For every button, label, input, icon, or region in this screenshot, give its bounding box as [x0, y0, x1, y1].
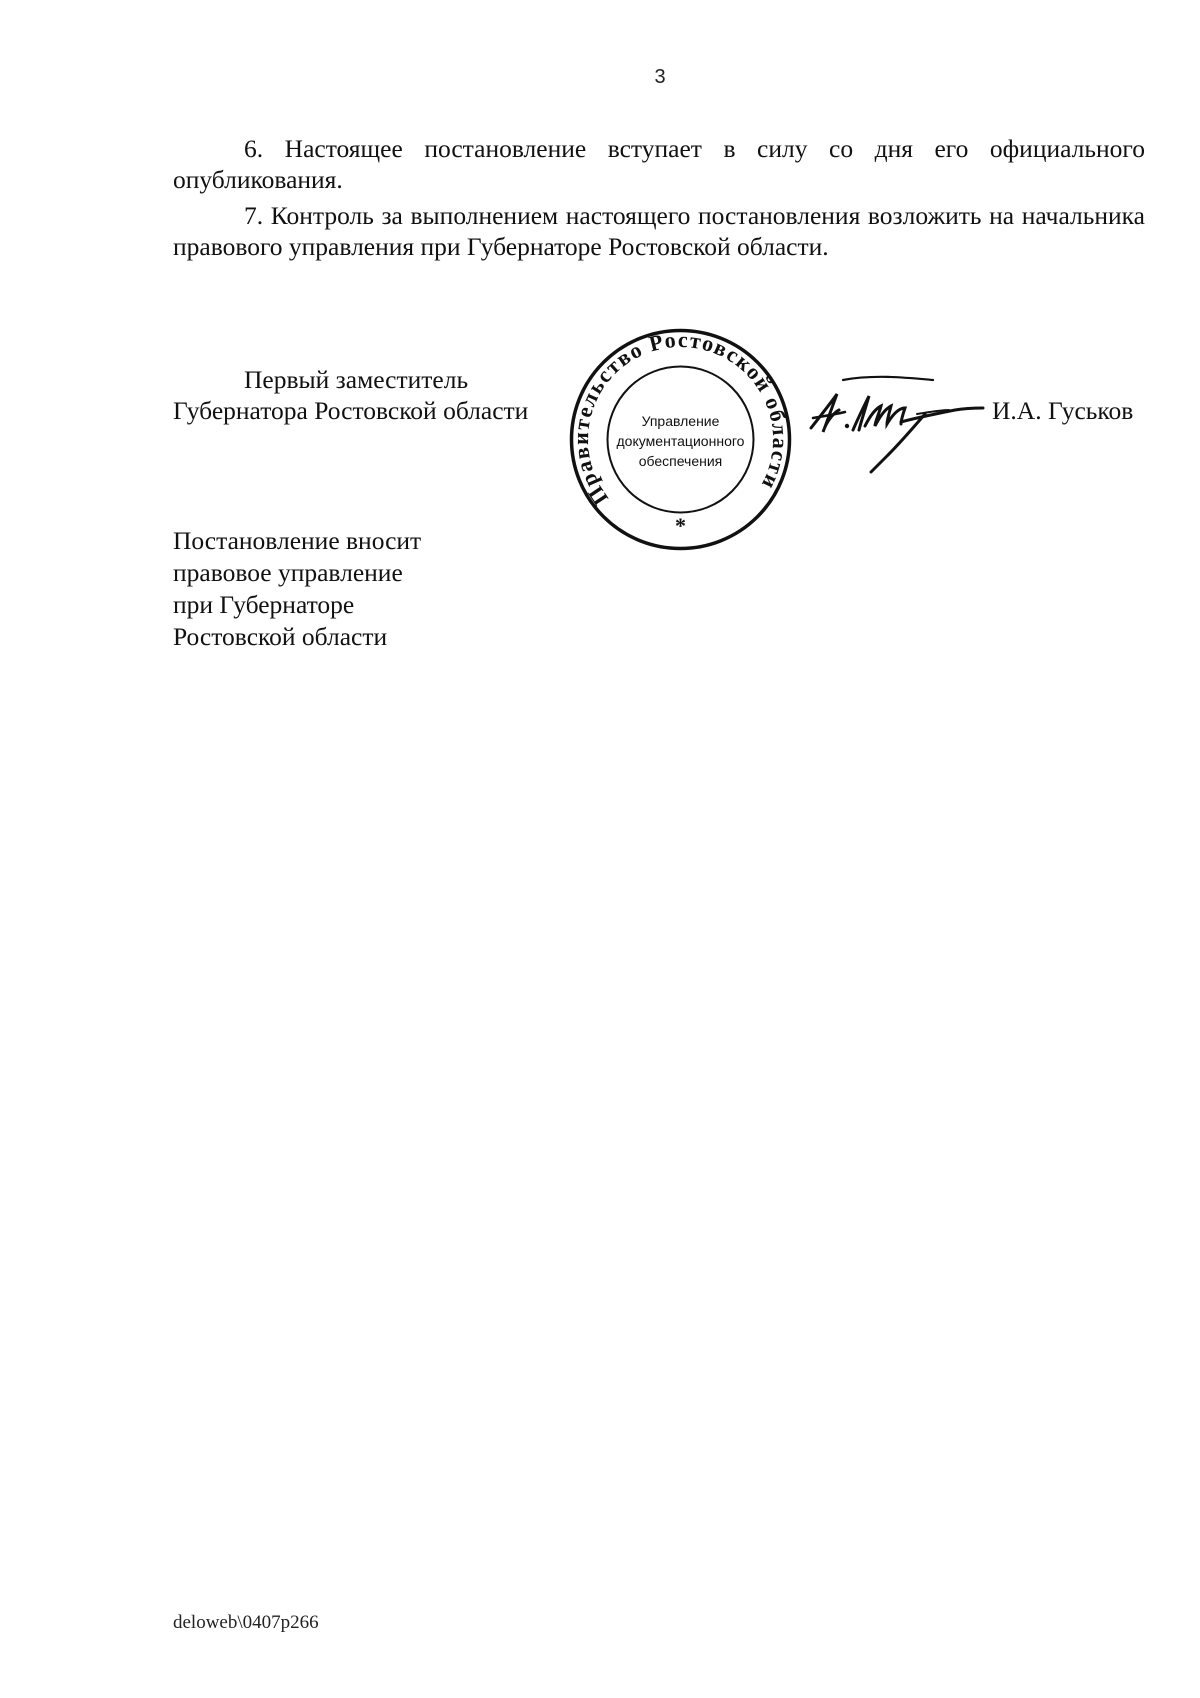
handwritten-signature	[805, 370, 985, 480]
seal-star-icon: *	[675, 513, 686, 538]
file-reference: deloweb\0407p266	[173, 1612, 319, 1633]
signer-position-line2: Губернатора Ростовской области	[173, 396, 529, 425]
submitter-line3: при Губернаторе	[173, 590, 355, 619]
submitter-line1: Постановление вносит	[173, 526, 422, 555]
seal-inner-line2: документационного	[616, 433, 745, 449]
signer-position-line1: Первый заместитель	[244, 365, 469, 394]
submitter-note	[173, 525, 421, 653]
seal-inner-line1: Управление	[641, 413, 720, 429]
seal-outer-text: Правительство Ростовской области	[567, 326, 794, 510]
paragraph-7: 7. Контроль за выполнением настоящего постановления возложить на начальника правового управления при Губернаторе Ростовской области.	[173, 201, 1145, 261]
signer-position	[173, 364, 528, 426]
paragraph-6: 6. Настоящее постановление вступает в силу со дня его официального опубликования.	[173, 134, 1145, 194]
signer-name: И.А. Гуськов	[992, 396, 1134, 425]
submitter-line2: правовое управление	[173, 558, 403, 587]
official-seal-stamp	[567, 326, 794, 553]
submitter-line4: Ростовской области	[173, 622, 388, 651]
page-number: 3	[654, 66, 666, 88]
seal-inner-line3: обеспечения	[638, 453, 723, 469]
